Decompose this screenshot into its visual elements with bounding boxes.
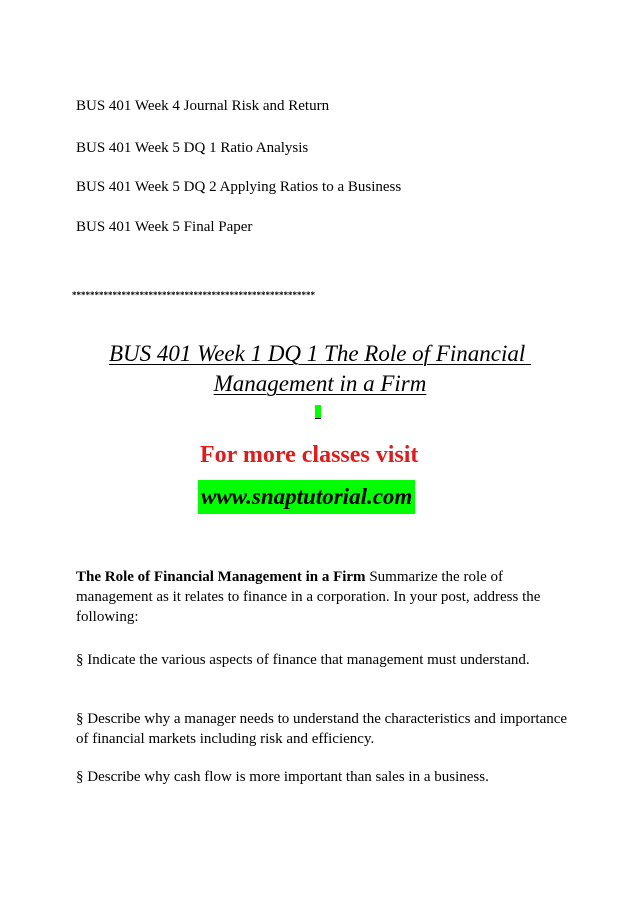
heading-link-text[interactable]: BUS 401 Week 1 DQ 1 The Role of Financial bbox=[108, 341, 526, 366]
course-list-item: BUS 401 Week 5 DQ 1 Ratio Analysis bbox=[76, 140, 309, 156]
promo-url-link[interactable]: www.snaptutorial.com bbox=[198, 480, 415, 514]
highlight-marker bbox=[315, 405, 321, 419]
separator-stars: ****************************************************** bbox=[72, 290, 315, 300]
bullet-item: § Indicate the various aspects of finance that management must understand. bbox=[76, 652, 530, 668]
bullet-item: § Describe why a manager needs to understand the characteristics and importance of financial markets including risk and efficiency. bbox=[76, 711, 568, 747]
page-heading-line-1 bbox=[60, 340, 580, 368]
intro-paragraph bbox=[76, 567, 576, 627]
bullet-item: § Describe why cash flow is more important than sales in a business. bbox=[76, 769, 489, 785]
course-list-item: BUS 401 Week 5 DQ 2 Applying Ratios to a Business bbox=[76, 179, 402, 195]
intro-bold-title: The Role of Financial Management in a Firm bbox=[76, 569, 366, 585]
course-list-item: BUS 401 Week 5 Final Paper bbox=[76, 219, 253, 235]
page-heading-line-2 bbox=[60, 370, 580, 398]
heading-link-text[interactable]: Management in a Firm bbox=[213, 371, 427, 396]
promo-visit-text: For more classes visit bbox=[200, 442, 419, 468]
course-list-item: BUS 401 Week 4 Journal Risk and Return bbox=[76, 98, 330, 114]
intro-description: Summarize the role of management as it relates to finance in a corporation. In your post, address the following: bbox=[76, 569, 541, 625]
